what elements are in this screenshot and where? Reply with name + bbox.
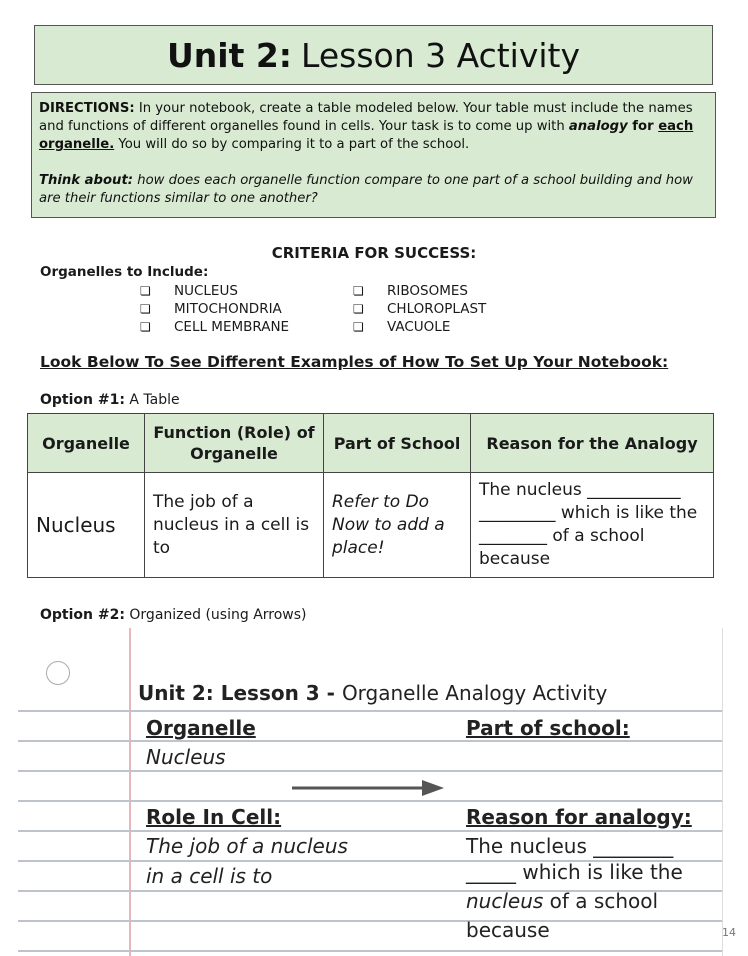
table-cell: The job of a nucleus in a cell is to [145, 473, 324, 578]
rule-line [18, 740, 722, 742]
directions-text-2: You will do so by comparing it to a part of the school. [114, 137, 470, 152]
analogy-word: analogy [568, 119, 628, 134]
notebook-title-rest: Organelle Analogy Activity [341, 681, 608, 705]
page-title [34, 25, 713, 85]
organelles-label: Organelles to Include: [40, 264, 209, 280]
role-line-2: in a cell is to [146, 864, 273, 888]
reason-heading: Reason for analogy: [466, 805, 692, 829]
checklist-item [140, 300, 289, 318]
organelle-value: Nucleus [146, 745, 226, 769]
checklist-right [353, 282, 486, 336]
reason-line-1: The nucleus ________ [466, 834, 674, 858]
table-header: Organelle [28, 414, 145, 473]
think-about-text: how does each organelle function compare to one part of a school building and how are their functions similar to one another? [39, 173, 693, 206]
rule-line [18, 950, 722, 952]
rule-line [18, 710, 722, 712]
checklist-label: RIBOSOMES [387, 283, 468, 299]
table-header: Function (Role) of Organelle [145, 414, 324, 473]
table-header: Part of School [324, 414, 471, 473]
examples-heading: Look Below To See Different Examples of How To Set Up Your Notebook: [40, 353, 669, 371]
table-header-row [28, 414, 714, 473]
title-bold: Unit 2: [166, 35, 293, 75]
checkbox-icon: ❏ [140, 284, 151, 298]
page-number: 14 [722, 926, 736, 939]
reason-italic-word: nucleus [466, 889, 544, 913]
directions-label: DIRECTIONS: [39, 101, 135, 116]
checklist-item [353, 300, 486, 318]
notebook-title [138, 681, 607, 705]
checklist-item [353, 318, 486, 336]
checkbox-icon: ❏ [353, 320, 364, 334]
checklist-item [353, 282, 486, 300]
directions-paragraph [39, 100, 708, 154]
table-cell: The nucleus ___________ _________ which is like the ________ of a school because [471, 473, 714, 578]
reason-line-2: _____ which is like the [466, 860, 683, 884]
directions-text: In your notebook, create a table modeled below. Your table must include the names and functions of different organelles found in cells. Your task is to come up with [39, 101, 693, 134]
option-2-label [40, 607, 307, 623]
part-of-school-heading: Part of school: [466, 716, 630, 740]
checkbox-icon: ❏ [140, 302, 151, 316]
option-2-desc: Organized (using Arrows) [124, 607, 307, 623]
checklist-label: CELL MEMBRANE [174, 319, 290, 335]
rule-line [18, 830, 722, 832]
role-line-1: The job of a nucleus [146, 834, 348, 858]
checkbox-icon: ❏ [140, 320, 151, 334]
checkbox-icon: ❏ [353, 302, 364, 316]
option-1-desc: A Table [124, 392, 180, 408]
option-2-number: Option #2: [40, 607, 125, 623]
checkbox-icon: ❏ [353, 284, 364, 298]
reason-line-3 [466, 889, 658, 913]
checklist-item [140, 282, 289, 300]
notebook-page [18, 628, 723, 956]
each-organelle-word: each organelle. [39, 119, 694, 152]
checklist-label: CHLOROPLAST [387, 301, 487, 317]
table-row [28, 473, 714, 578]
directions-box [31, 92, 716, 218]
margin-line [129, 628, 131, 956]
table-header: Reason for the Analogy [471, 414, 714, 473]
rule-line [18, 920, 722, 922]
rule-line [18, 770, 722, 772]
for-word: for [627, 119, 659, 134]
option-1-number: Option #1: [40, 392, 125, 408]
title-rest: Lesson 3 Activity [301, 35, 581, 75]
reason-line-3-rest: of a school [543, 889, 659, 913]
binder-hole-icon [46, 661, 70, 685]
criteria-heading: CRITERIA FOR SUCCESS: [271, 244, 477, 262]
role-in-cell-heading: Role In Cell: [146, 805, 282, 829]
arrow-right-icon [292, 778, 448, 798]
option-1-label [40, 392, 180, 408]
checklist-label: MITOCHONDRIA [174, 301, 282, 317]
checklist-label: NUCLEUS [174, 283, 238, 299]
organelle-heading: Organelle [146, 716, 256, 740]
checklist-left [140, 282, 289, 336]
notebook-title-bold: Unit 2: Lesson 3 - [138, 681, 342, 705]
checklist-label: VACUOLE [387, 319, 451, 335]
think-about-label: Think about: [39, 173, 134, 188]
example-table [27, 413, 714, 578]
table-cell: Nucleus [28, 473, 145, 578]
table-cell: Refer to Do Now to add a place! [324, 473, 471, 578]
reason-line-4: because [466, 918, 550, 942]
checklist-item [140, 318, 289, 336]
think-about-paragraph [39, 172, 708, 208]
rule-line [18, 800, 722, 802]
